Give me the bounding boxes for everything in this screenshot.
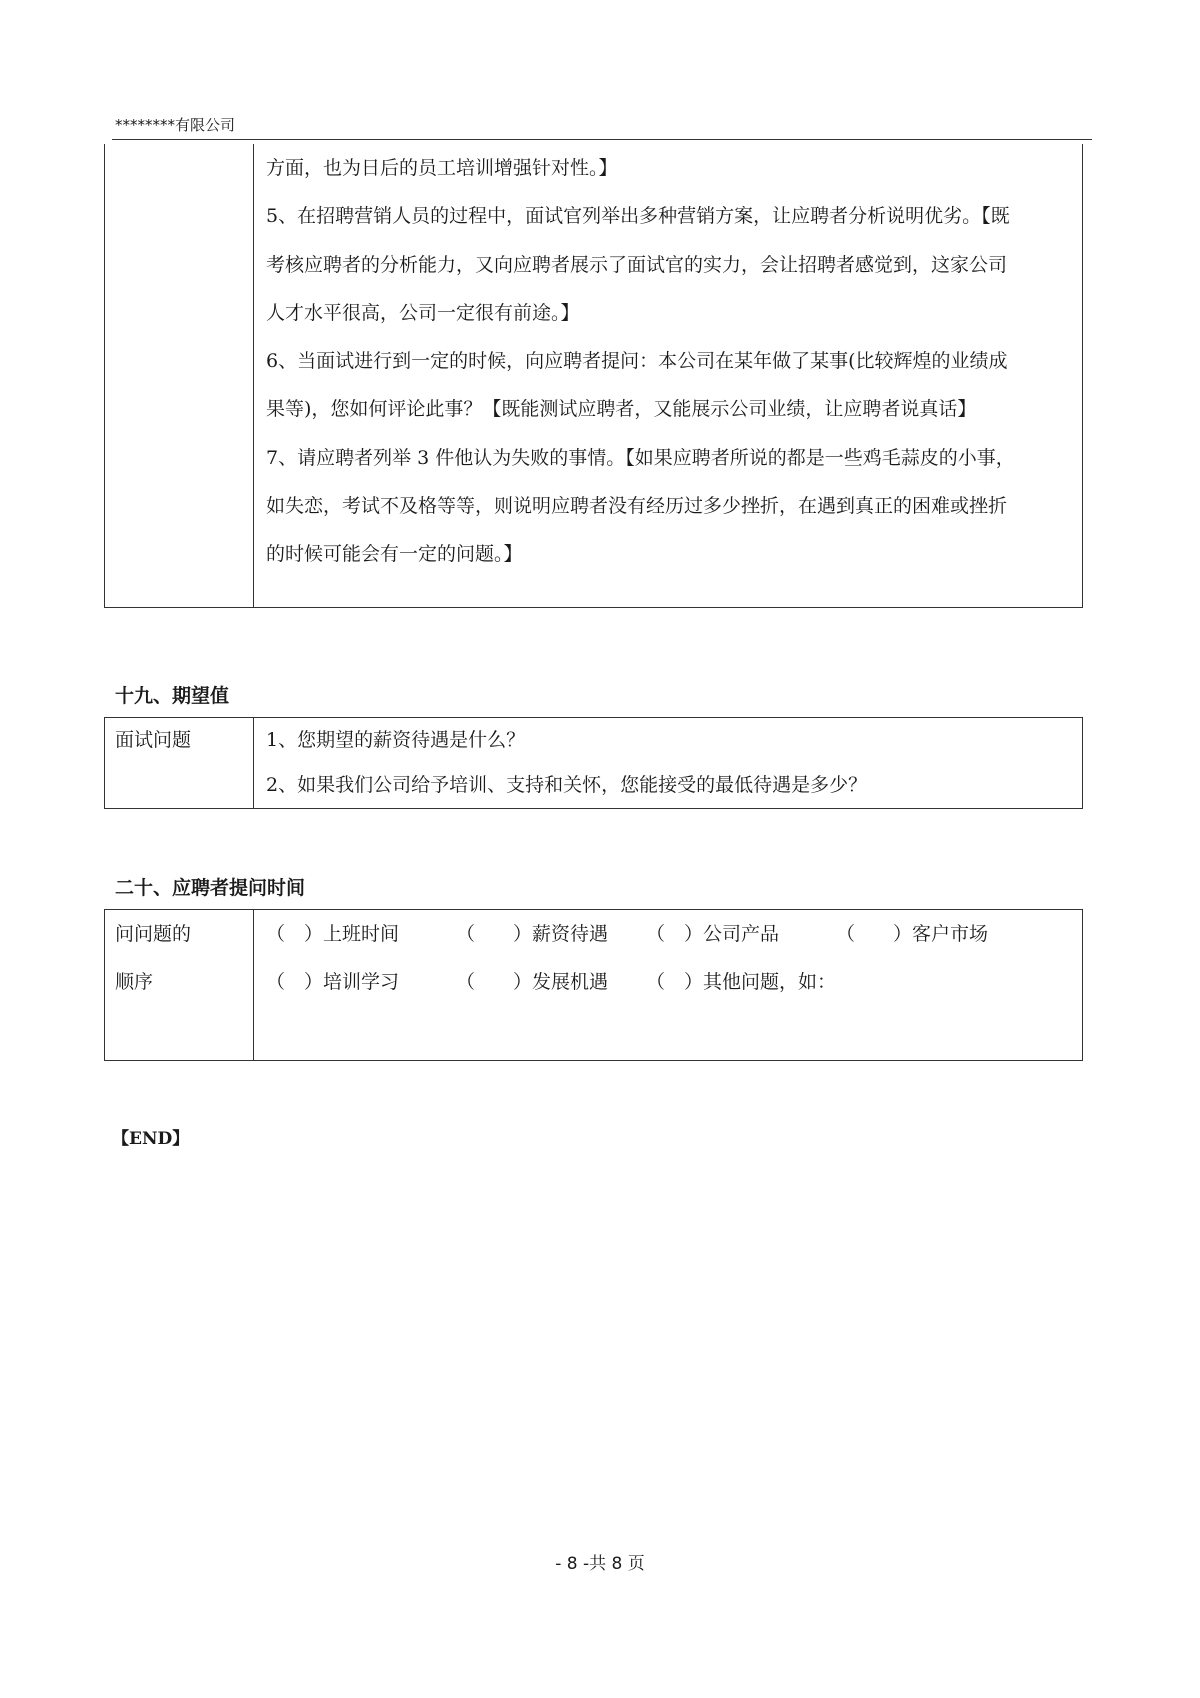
text-line: 5、在招聘营销人员的过程中，面试官列举出多种营销方案，让应聘者分析说明优劣。【既 <box>266 205 1010 228</box>
option-item: （ ）发展机遇 <box>456 971 609 993</box>
continued-table <box>104 144 1083 608</box>
question-item: 1、您期望的薪资待遇是什么？ <box>266 729 526 751</box>
section-title-expectation: 十九、期望值 <box>115 685 230 707</box>
option-item: （ ）公司产品 <box>646 923 780 945</box>
continued-content <box>254 144 1083 608</box>
text-line: 如失恋，考试不及格等等，则说明应聘者没有经历过多少挫折，在遇到真正的困难或挫折 <box>266 495 1008 518</box>
row-label <box>105 910 254 1061</box>
text-line: 人才水平很高，公司一定很有前途。】 <box>266 301 580 324</box>
option-item: （ ）其他问题，如： <box>646 971 837 993</box>
order-options <box>254 910 1083 1061</box>
text-line: 果等)，您如何评论此事？【既能测试应聘者，又能展示公司业绩，让应聘者说真话】 <box>266 398 977 421</box>
row-label: 面试问题 <box>105 718 254 809</box>
question-item: 2、如果我们公司给予培训、支持和关怀，您能接受的最低待遇是多少？ <box>266 774 868 796</box>
text-line: 考核应聘者的分析能力，又向应聘者展示了面试官的实力，会让招聘者感觉到，这家公司 <box>266 253 1008 276</box>
option-row <box>266 958 1070 1006</box>
option-row <box>266 910 1070 958</box>
company-header: ********有限公司 <box>115 116 236 134</box>
option-item: （ ）培训学习 <box>266 971 400 993</box>
text-line: 7、请应聘者列举 3 件他认为失败的事情。【如果应聘者所说的都是一些鸡毛蒜皮的小事， <box>266 446 1015 469</box>
expectation-table <box>104 717 1083 809</box>
empty-label-cell <box>105 144 254 608</box>
option-item: （ ）客户市场 <box>836 923 989 945</box>
question-order-table <box>104 909 1083 1061</box>
end-marker: 【END】 <box>112 1129 190 1149</box>
text-line: 方面，也为日后的员工培训增强针对性。】 <box>266 157 618 179</box>
option-item: （ ）上班时间 <box>266 923 400 945</box>
question-list <box>254 718 1083 809</box>
text-line: 的时候可能会有一定的问题。】 <box>266 543 523 566</box>
row-label-line: 问问题的 <box>115 923 192 945</box>
page-number: - 8 -共 8 页 <box>555 1554 645 1574</box>
row-label-line: 顺序 <box>115 971 154 993</box>
section-title-candidate-questions: 二十、应聘者提问时间 <box>115 877 306 899</box>
option-item: （ ）薪资待遇 <box>456 923 609 945</box>
header-divider <box>112 139 1092 140</box>
text-line: 6、当面试进行到一定的时候，向应聘者提问：本公司在某年做了某事(比较辉煌的业绩成 <box>266 350 1008 373</box>
